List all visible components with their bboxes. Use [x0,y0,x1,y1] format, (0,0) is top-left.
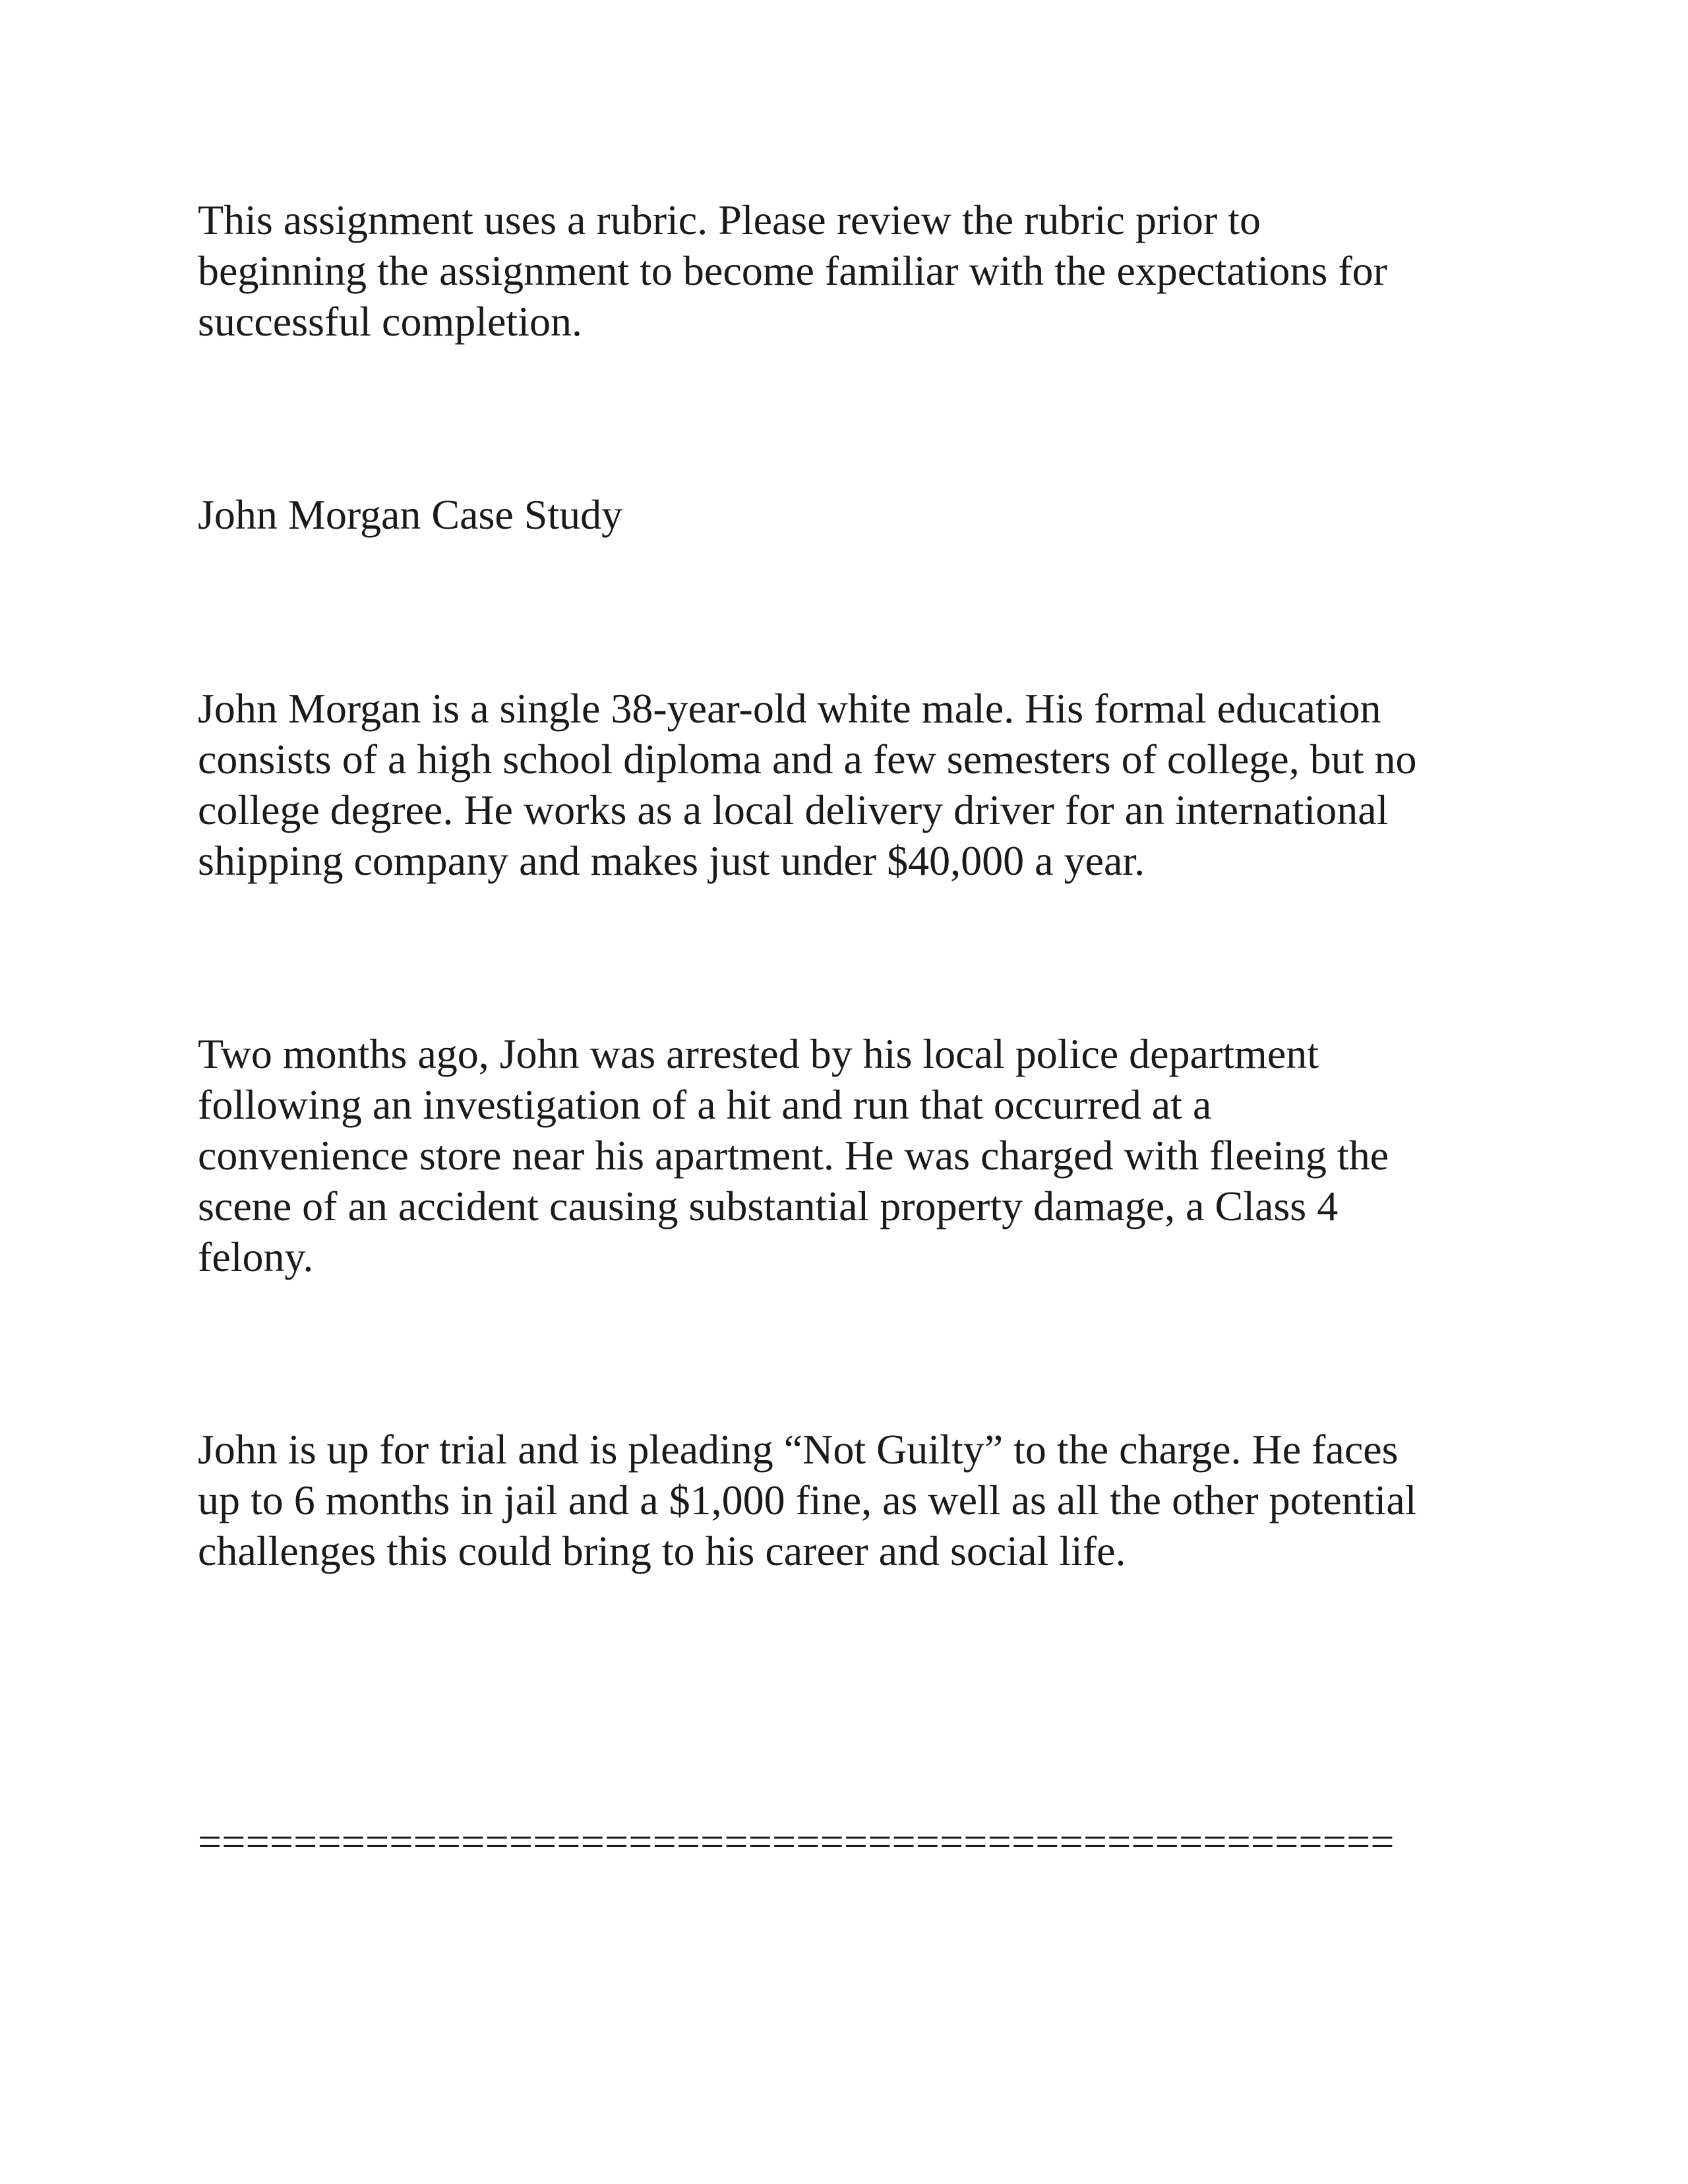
assignment-instructions: This assignment uses a rubric. Please review the rubric prior to beginning the assignment to become familiar with the expectations for successful completion. [198,196,1387,345]
case-study-title: John Morgan Case Study [198,491,623,538]
arrest-paragraph: Two months ago, John was arrested by his local police department following an investigation of a hit and run that occurred at a convenience store near his apartment. He was charged with fleeing the scene of an accident causing substantial property damage, a Class 4 felony. [198,1030,1389,1280]
client-profile-paragraph: John Morgan is a single 38-year-old white male. His formal education consists of a high school diploma and a few semesters of college, but no college degree. He works as a local delivery driver for an international shipping company and makes just under $40,000 a year. [198,685,1417,884]
separator-line: ================================================== [198,1818,1395,1865]
trial-paragraph: John is up for trial and is pleading “Not Guilty” to the charge. He faces up to 6 months in jail and a $1,000 fine, as well as all the other potential challenges this could bring to his career and social life. [198,1426,1417,1574]
